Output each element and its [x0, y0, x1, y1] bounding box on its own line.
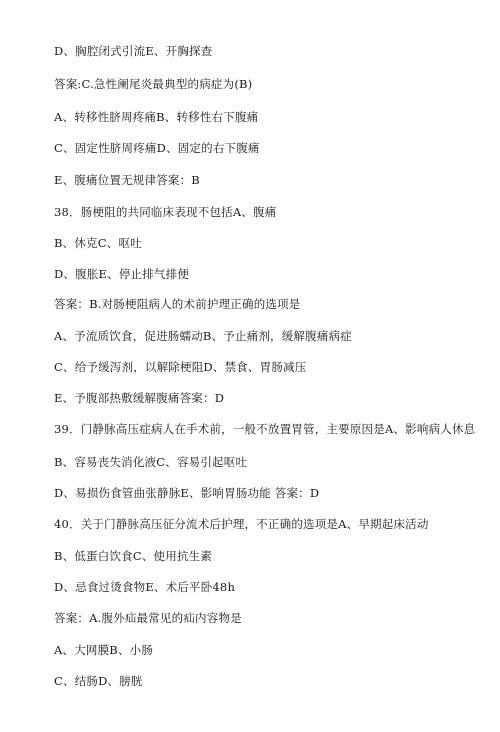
- text-line: A、转移性脐周疼痛B、转移性右下腹痛: [54, 110, 259, 124]
- text-line: 39．门静脉高压症病人在手术前，一般不放置胃管，主要原因是A、影响病人休息: [54, 422, 476, 436]
- text-line: C、结肠D、膀胱: [54, 674, 143, 688]
- text-line: B、容易丧失消化液C、容易引起呕吐: [54, 455, 248, 469]
- text-line: D、胸腔闭式引流E、开胸探查: [54, 44, 213, 58]
- text-line: A、大网膜B、小肠: [54, 643, 154, 657]
- text-line: C、给予缓泻剂，以解除梗阻D、禁食、胃肠减压: [54, 360, 307, 374]
- text-line: B、低蛋白饮食C、使用抗生素: [54, 549, 213, 563]
- text-line: D、腹胀E、停止排气排便: [54, 267, 190, 281]
- text-line: D、易损伤食管曲张静脉E、影响胃肠功能 答案：D: [54, 486, 320, 500]
- text-line: A、予流质饮食，促进肠蠕动B、予止痛剂，缓解腹痛病症: [54, 329, 352, 343]
- text-line: E、腹痛位置无规律答案：B: [54, 173, 200, 187]
- text-line: 答案：A.腹外疝最常见的疝内容物是: [54, 611, 242, 625]
- text-line: C、固定性脐周疼痛D、固定的右下腹痛: [54, 141, 260, 155]
- text-line: 答案:C.急性阑尾炎最典型的病症为(B): [54, 77, 253, 91]
- text-line: D、忌食过烫食物E、术后平卧48h: [54, 580, 236, 594]
- text-line: 40．关于门静脉高压征分流术后护理，不正确的选项是A、早期起床活动: [54, 517, 429, 531]
- text-line: E、予腹部热敷缓解腹痛答案：D: [54, 391, 225, 405]
- text-line: B、休克C、呕吐: [54, 236, 142, 250]
- text-line: 38．肠梗阻的共同临床表现不包括A、腹痛: [54, 205, 277, 219]
- text-line: 答案：B.对肠梗阻病人的术前护理正确的选项是: [54, 297, 301, 311]
